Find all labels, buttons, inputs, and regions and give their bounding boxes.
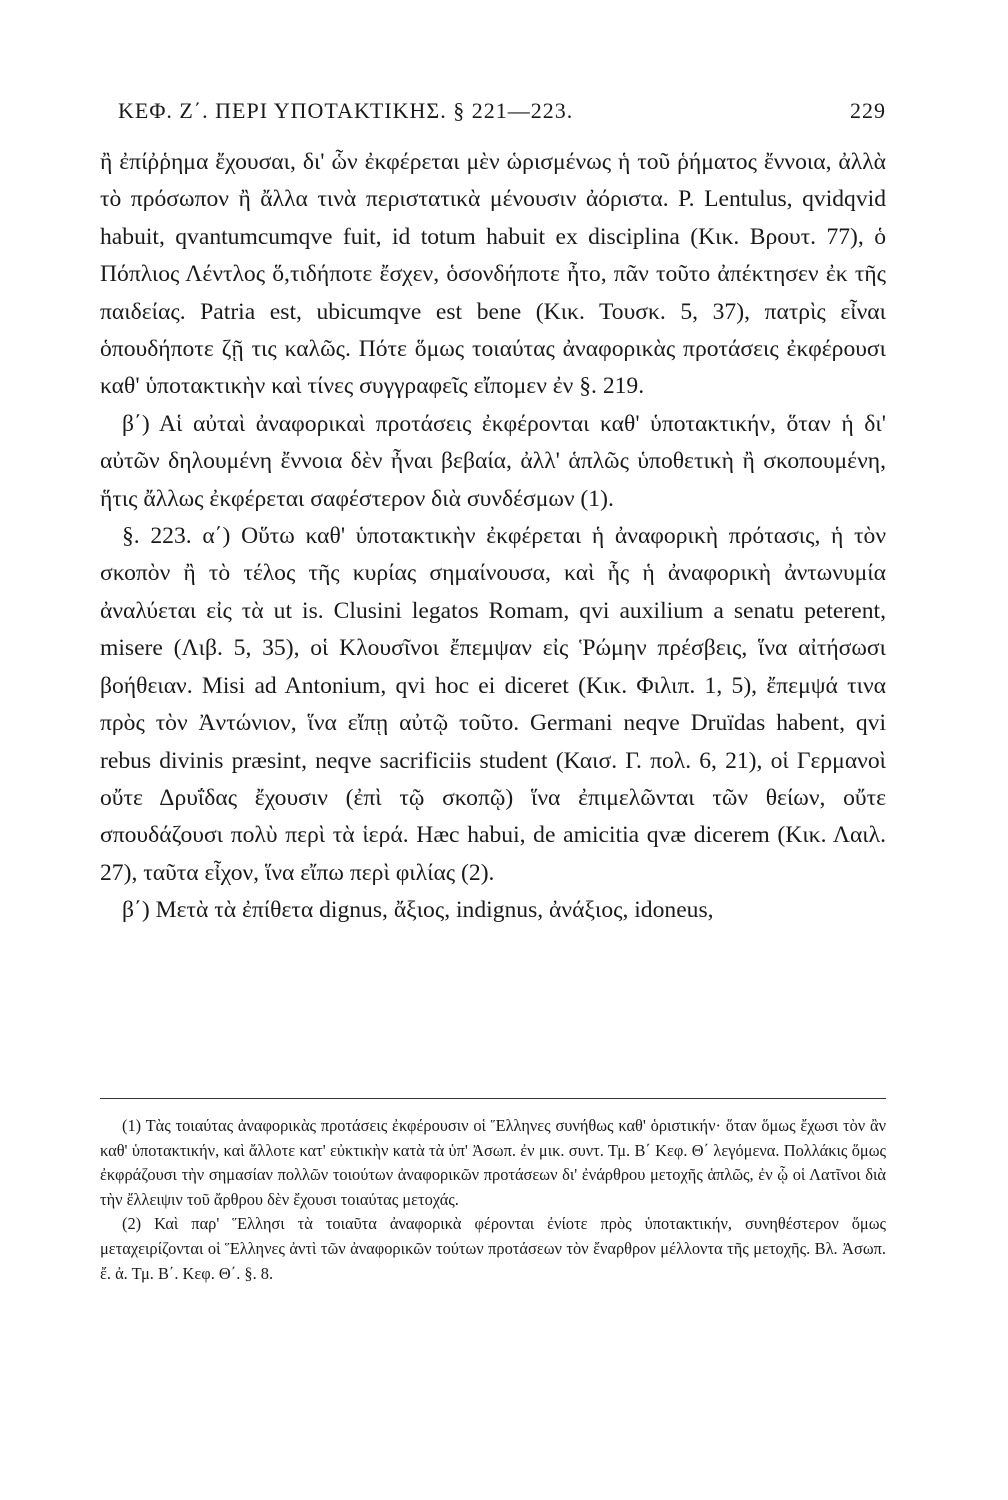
paragraph: §. 223. α΄) Οὕτω καθ' ὑποτακτικὴν ἐκφέρεται ἡ ἀναφορικὴ πρότασις, ἡ τὸν σκοπὸν ἢ τὸ τέλος τῆς κυρίας σημαίνουσα, καὶ ἧς ἡ ἀναφορικὴ ἀντωνυμία ἀναλύεται εἰς τὰ ut is. Clusini legatos Romam, qvi auxilium a senatu peterent, misere (Λιβ. 5, 35), οἱ Κλουσῖνοι ἔπεμψαν εἰς Ῥώμην πρέσβεις, ἵνα αἰτήσωσι βοήθειαν. Misi ad Antonium, qvi hoc ei diceret (Κικ. Φιλιπ. 1, 5), ἔπεμψά τινα πρὸς τὸν Ἀντώνιον, ἵνα εἴπῃ αὐτῷ τοῦτο. Germani neqve Druïdas habent, qvi rebus divinis præsint, neqve sacrificiis student (Καισ. Γ. πολ. 6, 21), οἱ Γερμανοὶ οὔτε Δρυΐδας ἔχουσιν (ἐπὶ τῷ σκοπῷ) ἵνα ἐπιμελῶνται τῶν θείων, οὔτε σπουδάζουσι πολὺ περὶ τὰ ἱερά. Hæc habui, de amicitia qvæ dicerem (Κικ. Λαιλ. 27), ταῦτα εἶχον, ἵνα εἴπω περὶ φιλίας (2).	[100, 523, 886, 886]
footnotes	[100, 1114, 886, 1286]
footnote: (1) Τὰς τοιαύτας ἀναφορικὰς προτάσεις ἐκφέρουσιν οἱ Ἕλληνες συνήθως καθ' ὁριστικήν· ὅταν ὅμως ἔχωσι τὸν ἂν καθ' ὑποτακτικήν, καὶ ἄλλοτε κατ' εὐκτικὴν κατὰ τὰ ὑπ' Ἀσωπ. ἐν μικ. συντ. Τμ. Β΄ Κεφ. Θ΄ λεγόμενα. Πολλάκις ὅμως ἐκφράζουσι τὴν σημασίαν πολλῶν τοιούτων ἀναφορικῶν προτάσεων δι' ἐνάρθρου μετοχῆς ἁπλῶς, ἐν ᾧ οἱ Λατῖνοι διὰ τὴν ἔλλειψιν τοῦ ἄρθρου δὲν ἔχουσι τοιαύτας μετοχάς.	[100, 1116, 886, 1209]
paragraph: ἢ ἐπίῤῥημα ἔχουσαι, δι' ὧν ἐκφέρεται μὲν ὡρισμένως ἡ τοῦ ῥήματος ἔννοια, ἀλλὰ τὸ πρόσωπον ἢ ἄλλα τινὰ περιστατικὰ μένουσιν ἀόριστα. P. Lentulus, qvidqvid habuit, qvantumcumqve fuit, id totum habuit ex disciplina (Κικ. Βρουτ. 77), ὁ Πόπλιος Λέντλος ὅ,τιδήποτε ἔσχεν, ὁσονδήποτε ἦτο, πᾶν τοῦτο ἀπέκτησεν ἐκ τῆς παιδείας. Patria est, ubicumqve est bene (Κικ. Τουσκ. 5, 37), πατρὶς εἶναι ὁπουδήποτε ζῇ τις καλῶς. Πότε ὅμως τοιαύτας ἀναφορικὰς προτάσεις ἐκφέρουσι καθ' ὑποτακτικὴν καὶ τίνες συγγραφεῖς εἴπομεν ἐν §. 219.	[100, 149, 886, 400]
page-number: 229	[850, 98, 886, 123]
main-text	[100, 144, 886, 930]
paragraph: β΄) Μετὰ τὰ ἐπίθετα dignus, ἄξιος, indignus, ἀνάξιος, idoneus,	[122, 897, 714, 924]
paragraph: β΄) Αἱ αὐταὶ ἀναφορικαὶ προτάσεις ἐκφέρονται καθ' ὑποτακτικήν, ὅταν ἡ δι' αὐτῶν δηλουμένη ἔννοια δὲν ἦναι βεβαία, ἀλλ' ἁπλῶς ὑποθετικὴ ἢ σκοπουμένη, ἥτις ἄλλως ἐκφέρεται σαφέστερον διὰ συνδέσμων (1).	[100, 410, 886, 512]
running-header	[118, 98, 886, 134]
footnote-divider	[100, 1098, 886, 1099]
footnote: (2) Καὶ παρ' Ἕλλησι τὰ τοιαῦτα ἀναφορικὰ φέρονται ἐνίοτε πρὸς ὑποτακτικήν, συνηθέστερον ὅμως μεταχειρίζονται οἱ Ἕλληνες ἀντὶ τῶν ἀναφορικῶν τούτων προτάσεων τὸν ἔναρθρον μέλλοντα τῆς μετοχῆς. Βλ. Ἀσωπ. ἔ. ἀ. Τμ. Β΄. Κεφ. Θ΄. §. 8.	[100, 1214, 886, 1283]
chapter-title: ΚΕΦ. Ζ΄. ΠΕΡΙ ΥΠΟΤΑΚΤΙΚΗΣ. § 221—223.	[118, 98, 574, 123]
